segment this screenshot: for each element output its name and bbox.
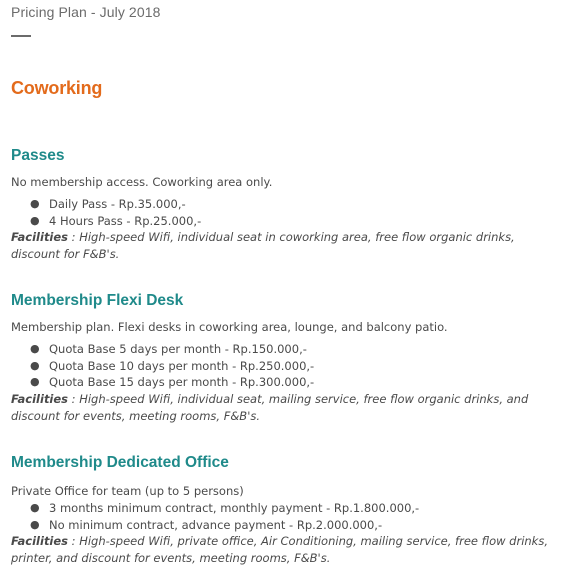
- facilities-text: : High-speed Wifi, individual seat, mailing service, free flow organic drinks, and discount for events, meeting rooms, F&B's.: [11, 391, 529, 423]
- section-title-coworking: Coworking: [11, 78, 103, 98]
- plan-title-passes: Passes: [11, 147, 65, 164]
- facilities-label: Facilities: [11, 391, 69, 406]
- plan-description-flexi-desk: Membership plan. Flexi desks in coworking area, lounge, and balcony patio.: [11, 320, 448, 334]
- facilities-dedicated-office: [11, 533, 566, 567]
- price-list-dedicated-office: [11, 500, 566, 533]
- plan-description-dedicated-office: Private Office for team (up to 5 persons): [11, 484, 244, 498]
- plan-description-passes: No membership access. Coworking area only.: [11, 175, 273, 189]
- plan-title-dedicated-office: Membership Dedicated Office: [11, 454, 229, 471]
- facilities-passes: [11, 229, 566, 263]
- plan-passes: [11, 146, 566, 263]
- price-list-passes: [11, 196, 566, 229]
- bullet-icon: ●: [30, 375, 40, 388]
- plan-dedicated-office: [11, 453, 566, 567]
- price-item: ● 4 Hours Pass - Rp.25.000,-: [30, 213, 202, 228]
- facilities-label: Facilities: [11, 230, 69, 244]
- bullet-icon: ●: [30, 213, 40, 227]
- document-title: Pricing Plan - July 2018: [11, 4, 161, 20]
- price-item: ● Quota Base 5 days per month - Rp.150.000,-: [30, 342, 307, 356]
- bullet-icon: ●: [30, 342, 40, 355]
- facilities-text: : High-speed Wifi, private office, Air Conditioning, mailing service, free flow drinks, printer, and discount for events, meeting rooms, F&B's.: [11, 534, 548, 565]
- price-item: ● Daily Pass - Rp.35.000,-: [30, 197, 186, 211]
- price-item: ● Quota Base 15 days per month - Rp.300.000,-: [30, 375, 315, 389]
- facilities-label: Facilities: [11, 534, 69, 548]
- price-list-flexi-desk: [11, 341, 566, 391]
- bullet-icon: ●: [30, 197, 40, 210]
- price-item: ● Quota Base 10 days per month - Rp.250.000,-: [30, 358, 315, 373]
- facilities-flexi-desk: [11, 391, 566, 425]
- bullet-icon: ●: [30, 358, 40, 372]
- plan-flexi-desk: [11, 291, 566, 425]
- bullet-icon: ●: [30, 517, 40, 531]
- plan-title-flexi-desk: Membership Flexi Desk: [11, 292, 184, 309]
- price-item: ● No minimum contract, advance payment - Rp.2.000.000,-: [30, 517, 383, 532]
- facilities-text: : High-speed Wifi, individual seat in coworking area, free flow organic drinks, discount for F&B's.: [11, 230, 515, 261]
- title-divider: [11, 35, 31, 37]
- bullet-icon: ●: [30, 501, 40, 514]
- price-item: ● 3 months minimum contract, monthly payment - Rp.1.800.000,-: [30, 501, 420, 515]
